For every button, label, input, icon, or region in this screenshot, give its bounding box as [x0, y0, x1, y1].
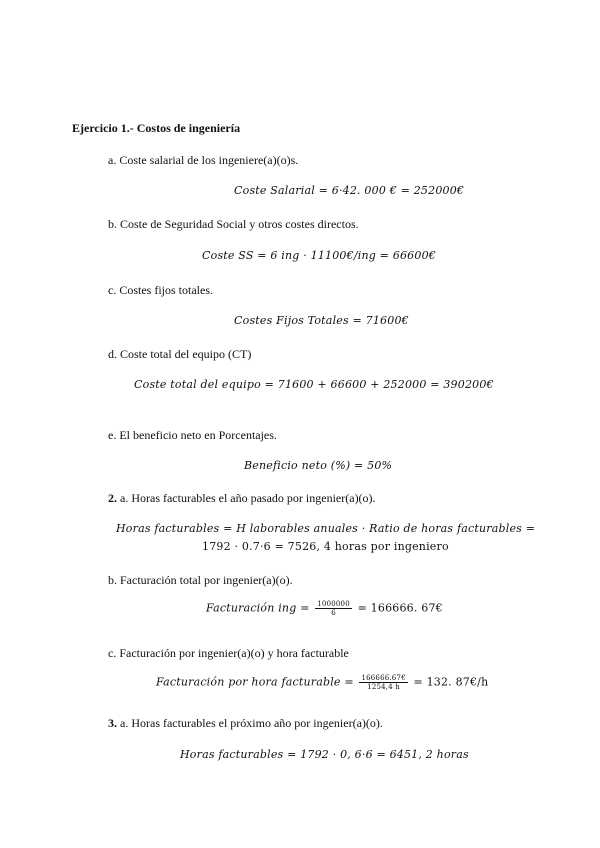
item-1e: e. El beneficio neto en Porcentajes. [108, 428, 277, 442]
item-1a: a. Coste salarial de los ingeniere(a)(o)s. [108, 153, 299, 167]
formula-2c-right: = 132. 87€/h [413, 675, 489, 689]
section-number-2: 2. [108, 491, 117, 505]
formula-2a-line2 [202, 540, 449, 553]
formula-1c [234, 314, 409, 327]
formula-3a [180, 748, 469, 761]
item-2a [108, 491, 376, 506]
item-1c: c. Costes fijos totales. [108, 283, 213, 297]
page-title: Ejercicio 1.- Costos de ingeniería [72, 121, 241, 135]
formula-2b [206, 600, 443, 617]
formula-2b-fraction [315, 600, 352, 617]
section-number-3: 3. [108, 716, 117, 730]
formula-2c-fraction [359, 674, 407, 691]
fraction-numerator: 1000000 [317, 600, 350, 608]
fraction-denominator: 1254,4 h [367, 683, 401, 691]
formula-2b-right: = 166666. 67€ [357, 601, 443, 615]
item-1b: b. Coste de Seguridad Social y otros costes directos. [108, 217, 359, 231]
formula-1e-text: Beneficio neto (%) = 50% [244, 459, 393, 472]
item-2c: c. Facturación por ingenier(a)(o) y hora facturable [108, 646, 349, 660]
formula-2a-line1 [116, 522, 535, 535]
formula-2b-left: Facturación ing = [206, 601, 310, 615]
fraction-numerator: 166666.67€ [361, 674, 406, 682]
item-1d: d. Coste total del equipo (CT) [108, 347, 252, 361]
formula-1b [202, 249, 436, 262]
item-2a-text: a. Horas facturables el año pasado por ingenier(a)(o). [117, 491, 376, 505]
formula-2c-left: Facturación por hora facturable = [156, 675, 354, 689]
item-3a-text: a. Horas facturables el próximo año por ingenier(a)(o). [117, 716, 383, 730]
item-2b: b. Facturación total por ingenier(a)(o). [108, 573, 293, 587]
formula-2a-line1-text: Horas facturables = H laborables anuales · Ratio de horas facturables = [116, 522, 536, 535]
formula-3a-text: Horas facturables = 1792 · 0, 6·6 = 6451, 2 horas [180, 748, 469, 761]
formula-1d [134, 378, 494, 391]
formula-1d-text: Coste total del equipo = 71600 + 66600 + 252000 = 390200€ [134, 378, 494, 391]
formula-1a [234, 184, 464, 197]
fraction-denominator: 6 [331, 609, 336, 617]
item-3a [108, 716, 383, 731]
formula-2a-line2-text: 1792 · 0.7·6 = 7526, 4 horas por ingeniero [202, 540, 449, 553]
formula-2c [156, 674, 488, 691]
formula-1b-text: Coste SS = 6 ing · 11100€/ing = 66600€ [202, 249, 436, 262]
formula-1e [244, 459, 392, 472]
formula-1c-text: Costes Fijos Totales = 71600€ [234, 314, 409, 327]
formula-1a-text: Coste Salarial = 6·42. 000 € = 252000€ [234, 184, 465, 197]
